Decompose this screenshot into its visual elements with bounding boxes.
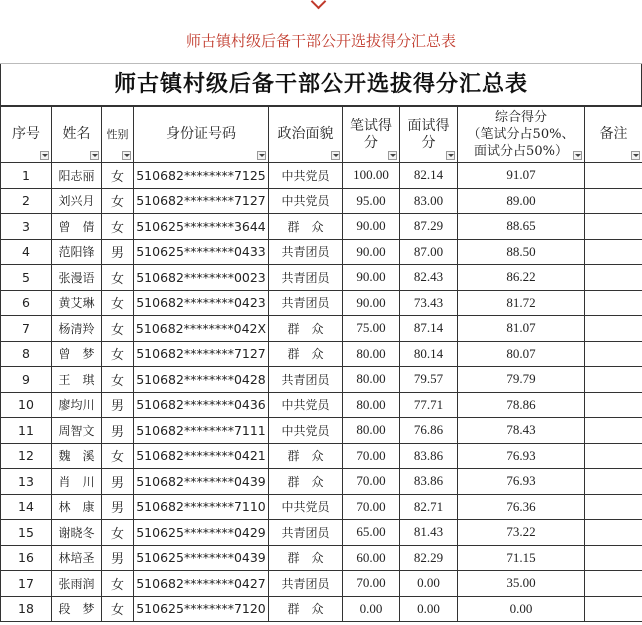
cell-gender: 女 (102, 520, 134, 546)
cell-politics: 共青团员 (269, 265, 343, 291)
cell-gender: 女 (102, 367, 134, 393)
cell-gender: 女 (102, 163, 134, 189)
table-row (1, 239, 642, 265)
cell-name: 林 康 (52, 494, 102, 520)
table-row (1, 290, 642, 316)
filter-dropdown-icon[interactable] (122, 151, 131, 160)
cell-gender: 女 (102, 290, 134, 316)
cell-remark (585, 469, 642, 495)
cell-total-score: 78.86 (458, 392, 585, 418)
header-row (1, 107, 642, 163)
cell-written-score: 80.00 (343, 418, 400, 444)
cell-gender: 女 (102, 265, 134, 291)
table-row (1, 316, 642, 342)
cell-index: 11 (1, 418, 52, 444)
cell-id-number: 510682********0427 (134, 571, 269, 597)
cell-interview-score: 79.57 (400, 367, 458, 393)
cell-id-number: 510682********7125 (134, 163, 269, 189)
header-remark-label: 备注 (600, 126, 628, 142)
cell-index: 6 (1, 290, 52, 316)
cell-remark (585, 418, 642, 444)
cell-index: 15 (1, 520, 52, 546)
cell-index: 7 (1, 316, 52, 342)
cell-name: 张雨润 (52, 571, 102, 597)
cell-remark (585, 214, 642, 240)
cell-interview-score: 76.86 (400, 418, 458, 444)
cell-gender: 女 (102, 443, 134, 469)
cell-remark (585, 265, 642, 291)
cell-remark (585, 188, 642, 214)
cell-written-score: 75.00 (343, 316, 400, 342)
cell-written-score: 90.00 (343, 290, 400, 316)
cell-interview-score: 87.29 (400, 214, 458, 240)
cell-gender: 女 (102, 571, 134, 597)
cell-id-number: 510682********7127 (134, 188, 269, 214)
cell-interview-score: 83.00 (400, 188, 458, 214)
cell-name: 段 梦 (52, 596, 102, 622)
cell-gender: 男 (102, 418, 134, 444)
cell-written-score: 60.00 (343, 545, 400, 571)
cell-interview-score: 81.43 (400, 520, 458, 546)
cell-id-number: 510625********0433 (134, 239, 269, 265)
cell-interview-score: 80.14 (400, 341, 458, 367)
cell-gender: 男 (102, 494, 134, 520)
cell-id-number: 510625********0439 (134, 545, 269, 571)
table-row (1, 392, 642, 418)
cell-interview-score: 87.00 (400, 239, 458, 265)
header-id-label: 身份证号码 (166, 126, 236, 142)
header-politics (269, 107, 343, 163)
cell-written-score: 80.00 (343, 341, 400, 367)
cell-remark (585, 545, 642, 571)
cell-remark (585, 341, 642, 367)
cell-remark (585, 596, 642, 622)
cell-id-number: 510682********7127 (134, 341, 269, 367)
header-index-label: 序号 (12, 126, 40, 142)
cell-interview-score: 83.86 (400, 443, 458, 469)
header-written (343, 107, 400, 163)
cell-name: 刘兴月 (52, 188, 102, 214)
cell-interview-score: 82.29 (400, 545, 458, 571)
cell-written-score: 70.00 (343, 494, 400, 520)
header-written-line1: 笔试得 (350, 118, 392, 134)
cell-politics: 中共党员 (269, 392, 343, 418)
cell-index: 16 (1, 545, 52, 571)
cell-interview-score: 82.43 (400, 265, 458, 291)
cell-remark (585, 443, 642, 469)
table-row (1, 163, 642, 189)
filter-dropdown-icon[interactable] (90, 151, 99, 160)
cell-id-number: 510682********0428 (134, 367, 269, 393)
cell-politics: 群 众 (269, 214, 343, 240)
article-title: 师古镇村级后备干部公开选拔得分汇总表 (0, 30, 642, 51)
table-row (1, 367, 642, 393)
cell-id-number: 510625********0429 (134, 520, 269, 546)
table-row (1, 418, 642, 444)
cell-politics: 共青团员 (269, 290, 343, 316)
cell-politics: 群 众 (269, 545, 343, 571)
score-sheet (0, 63, 642, 625)
cell-remark (585, 392, 642, 418)
cell-index: 18 (1, 596, 52, 622)
cell-interview-score: 87.14 (400, 316, 458, 342)
header-total-line2: （笔试分占50%、 (468, 127, 575, 142)
header-gender-label: 性别 (107, 128, 129, 141)
cell-id-number: 510682********0421 (134, 443, 269, 469)
cell-name: 阳志丽 (52, 163, 102, 189)
cell-name: 黄艾琳 (52, 290, 102, 316)
cell-index: 13 (1, 469, 52, 495)
filter-dropdown-icon[interactable] (446, 151, 455, 160)
cell-id-number: 510682********0023 (134, 265, 269, 291)
cell-name: 魏 溪 (52, 443, 102, 469)
cell-politics: 共青团员 (269, 571, 343, 597)
cell-total-score: 91.07 (458, 163, 585, 189)
table-row (1, 571, 642, 597)
cell-total-score: 35.00 (458, 571, 585, 597)
cell-id-number: 510682********0439 (134, 469, 269, 495)
cell-total-score: 86.22 (458, 265, 585, 291)
cell-politics: 群 众 (269, 469, 343, 495)
cell-interview-score: 73.43 (400, 290, 458, 316)
header-gender (102, 107, 134, 163)
cell-written-score: 70.00 (343, 469, 400, 495)
cell-total-score: 76.93 (458, 469, 585, 495)
cell-politics: 群 众 (269, 443, 343, 469)
header-total (458, 107, 585, 163)
cell-index: 5 (1, 265, 52, 291)
cell-politics: 群 众 (269, 341, 343, 367)
cell-gender: 女 (102, 596, 134, 622)
cell-politics: 共青团员 (269, 239, 343, 265)
header-interview-line1: 面试得 (408, 118, 450, 134)
cell-written-score: 90.00 (343, 265, 400, 291)
cell-name: 曾 倩 (52, 214, 102, 240)
header-name-label: 姓名 (63, 126, 91, 142)
cell-total-score: 79.79 (458, 367, 585, 393)
cell-index: 9 (1, 367, 52, 393)
cell-politics: 群 众 (269, 596, 343, 622)
cell-id-number: 510682********0436 (134, 392, 269, 418)
cell-remark (585, 290, 642, 316)
cell-index: 2 (1, 188, 52, 214)
cell-gender: 男 (102, 392, 134, 418)
cell-index: 4 (1, 239, 52, 265)
cell-total-score: 80.07 (458, 341, 585, 367)
cell-id-number: 510682********7110 (134, 494, 269, 520)
cell-total-score: 71.15 (458, 545, 585, 571)
cell-written-score: 100.00 (343, 163, 400, 189)
filter-dropdown-icon[interactable] (331, 151, 340, 160)
cell-index: 10 (1, 392, 52, 418)
cell-written-score: 80.00 (343, 392, 400, 418)
cell-remark (585, 163, 642, 189)
cell-politics: 中共党员 (269, 188, 343, 214)
cell-gender: 男 (102, 469, 134, 495)
header-interview-line2: 分 (422, 135, 436, 151)
table-row (1, 188, 642, 214)
cell-written-score: 70.00 (343, 443, 400, 469)
cell-total-score: 76.93 (458, 443, 585, 469)
filter-dropdown-icon[interactable] (573, 151, 582, 160)
cell-gender: 男 (102, 239, 134, 265)
cell-total-score: 78.43 (458, 418, 585, 444)
cell-index: 3 (1, 214, 52, 240)
cell-remark (585, 239, 642, 265)
cell-interview-score: 83.86 (400, 469, 458, 495)
cell-name: 林培圣 (52, 545, 102, 571)
cell-written-score: 65.00 (343, 520, 400, 546)
cell-interview-score: 0.00 (400, 596, 458, 622)
table-row (1, 520, 642, 546)
cell-id-number: 510625********3644 (134, 214, 269, 240)
cell-total-score: 88.50 (458, 239, 585, 265)
cell-name: 杨清羚 (52, 316, 102, 342)
cell-politics: 群 众 (269, 316, 343, 342)
header-total-line1: 综合得分 (495, 110, 547, 125)
cell-gender: 男 (102, 545, 134, 571)
table-row (1, 265, 642, 291)
cell-gender: 女 (102, 316, 134, 342)
cell-written-score: 0.00 (343, 596, 400, 622)
cell-remark (585, 316, 642, 342)
header-interview (400, 107, 458, 163)
cell-name: 谢晓冬 (52, 520, 102, 546)
table-row (1, 596, 642, 622)
cell-politics: 共青团员 (269, 520, 343, 546)
cell-total-score: 73.22 (458, 520, 585, 546)
cell-interview-score: 82.71 (400, 494, 458, 520)
chevron-down-icon (311, 0, 327, 9)
cell-index: 8 (1, 341, 52, 367)
cell-name: 王 琪 (52, 367, 102, 393)
header-index (1, 107, 52, 163)
cell-total-score: 76.36 (458, 494, 585, 520)
cell-name: 张漫语 (52, 265, 102, 291)
cell-id-number: 510682********0423 (134, 290, 269, 316)
cell-total-score: 88.65 (458, 214, 585, 240)
filter-dropdown-icon[interactable] (40, 151, 49, 160)
cell-name: 廖均川 (52, 392, 102, 418)
cell-id-number: 510682********042X (134, 316, 269, 342)
cell-name: 范阳锋 (52, 239, 102, 265)
cell-interview-score: 82.14 (400, 163, 458, 189)
table-row (1, 341, 642, 367)
cell-written-score: 70.00 (343, 571, 400, 597)
cell-remark (585, 367, 642, 393)
header-id (134, 107, 269, 163)
cell-index: 1 (1, 163, 52, 189)
cell-index: 14 (1, 494, 52, 520)
table-row (1, 469, 642, 495)
cell-index: 12 (1, 443, 52, 469)
header-politics-label: 政治面貌 (278, 126, 334, 142)
header-remark (585, 107, 642, 163)
header-total-line3: 面试分占50%） (474, 144, 568, 159)
cell-id-number: 510625********7120 (134, 596, 269, 622)
cell-name: 周智文 (52, 418, 102, 444)
table-row (1, 494, 642, 520)
header-name (52, 107, 102, 163)
cell-name: 曾 梦 (52, 341, 102, 367)
cell-written-score: 95.00 (343, 188, 400, 214)
score-table (0, 106, 642, 622)
table-row (1, 545, 642, 571)
cell-politics: 中共党员 (269, 163, 343, 189)
cell-gender: 女 (102, 214, 134, 240)
cell-interview-score: 77.71 (400, 392, 458, 418)
cell-total-score: 81.72 (458, 290, 585, 316)
cell-total-score: 0.00 (458, 596, 585, 622)
cell-written-score: 80.00 (343, 367, 400, 393)
cell-total-score: 81.07 (458, 316, 585, 342)
table-row (1, 214, 642, 240)
cell-written-score: 90.00 (343, 214, 400, 240)
cell-remark (585, 571, 642, 597)
cell-index: 17 (1, 571, 52, 597)
cell-gender: 女 (102, 188, 134, 214)
filter-dropdown-icon[interactable] (388, 151, 397, 160)
cell-remark (585, 520, 642, 546)
cell-total-score: 89.00 (458, 188, 585, 214)
cell-remark (585, 494, 642, 520)
table-row (1, 443, 642, 469)
cell-politics: 中共党员 (269, 494, 343, 520)
cell-gender: 女 (102, 341, 134, 367)
cell-politics: 中共党员 (269, 418, 343, 444)
cell-interview-score: 0.00 (400, 571, 458, 597)
cell-id-number: 510682********7111 (134, 418, 269, 444)
filter-dropdown-icon[interactable] (257, 151, 266, 160)
sheet-title: 师古镇村级后备干部公开选拔得分汇总表 (0, 64, 642, 106)
cell-name: 肖 川 (52, 469, 102, 495)
header-written-line2: 分 (364, 135, 378, 151)
cell-written-score: 90.00 (343, 239, 400, 265)
cell-politics: 共青团员 (269, 367, 343, 393)
filter-dropdown-icon[interactable] (631, 151, 640, 160)
